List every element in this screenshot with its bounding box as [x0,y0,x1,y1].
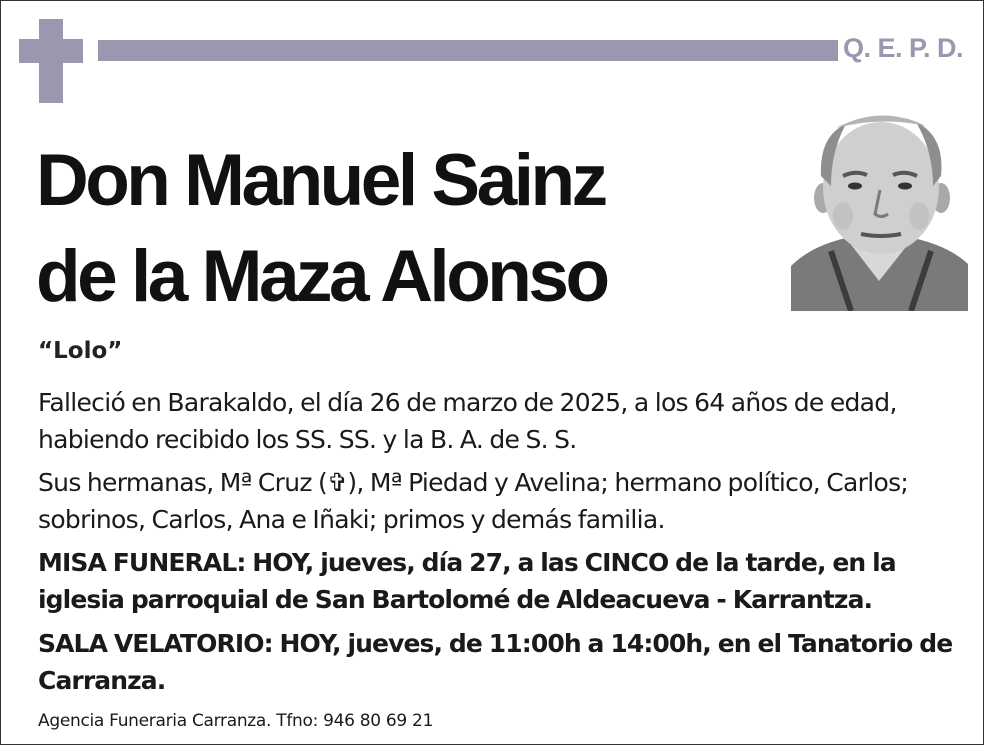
death-notice-text: Falleció en Barakaldo, el día 26 de marzo de 2025, a los 64 años de edad, habiendo recibido los SS. SS. y la B. A. de S. S. [38,388,897,454]
deceased-photo [791,106,968,311]
header-rule [98,40,838,61]
family-text: Sus hermanas, Mª Cruz (✞), Mª Piedad y Avelina; hermano político, Carlos; sobrinos, Carlos, Ana e Iñaki; primos y demás familia. [38,468,909,534]
qepd-badge: Q. E. P. D. [843,33,964,63]
name-line-1: Don Manuel Sainz [36,140,605,221]
funeral-mass-text: MISA FUNERAL: HOY, jueves, día 27, a las CINCO de la tarde, en la iglesia parroquial de San Bartolomé de Aldeacueva - Karrantza. [38,548,896,614]
nickname: “Lolo” [38,338,123,364]
funeral-agency-contact: Agencia Funeraria Carranza. Tfno: 946 80 69 21 [38,711,434,731]
wake-text: SALA VELATORIO: HOY, jueves, de 11:00h a 14:00h, en el Tanatorio de Carranza. [38,629,953,695]
name-line-2: de la Maza Alonso [36,236,607,317]
deceased-name [36,133,776,325]
